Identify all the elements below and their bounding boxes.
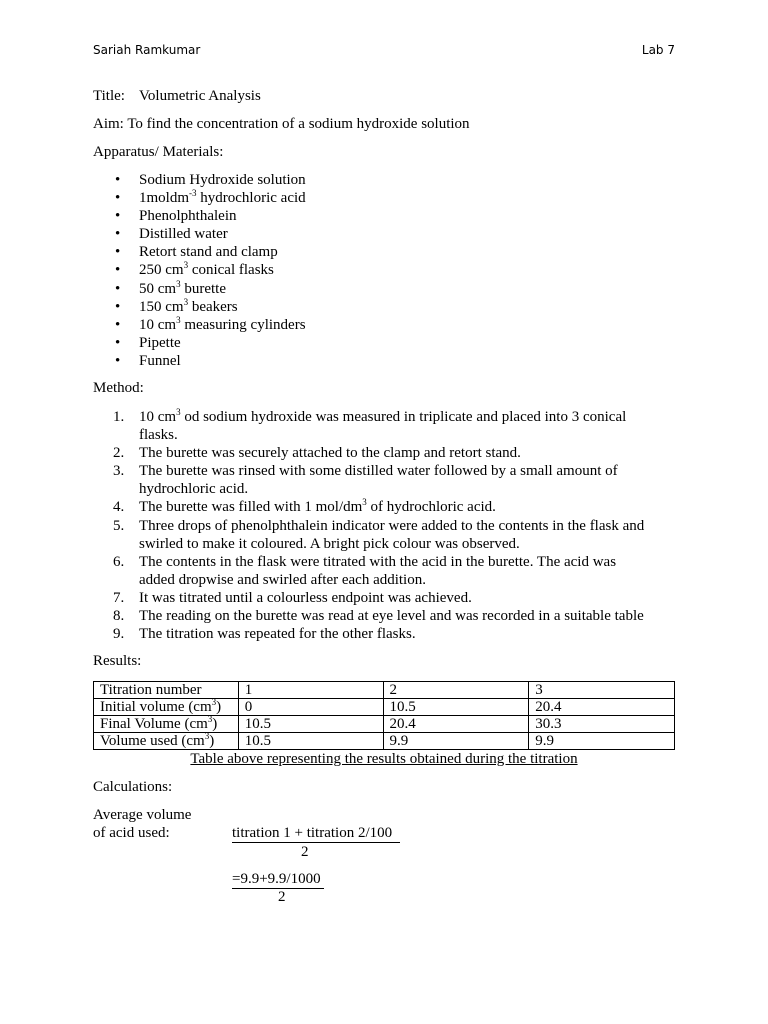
calc-label-line1: Average volume: [93, 807, 192, 823]
list-item: 7. It was titrated until a colourless endpoint was achieved.: [113, 589, 472, 606]
list-item: • Retort stand and clamp: [93, 244, 306, 262]
table-cell: 10.5: [383, 699, 529, 716]
list-item: • Phenolphthalein: [93, 208, 306, 226]
list-item: • 250 $cm^3$ conical flasks: [93, 262, 306, 280]
list-item: • Pipette: [93, 335, 306, 353]
list-item: • 1moldm$^{-3}$ hydrochloric acid: [93, 190, 306, 208]
list-item: 2. The burette was securely attached to the clamp and retort stand.: [113, 445, 521, 462]
table-row: [94, 733, 675, 750]
table-cell: 3: [529, 682, 675, 699]
eq2-denominator: 2: [278, 889, 286, 905]
results-table: [93, 681, 675, 750]
method-heading: Method:: [93, 380, 144, 396]
results-heading: Results:: [93, 653, 142, 669]
calc-label-line2: of acid used:: [93, 825, 170, 841]
list-item: • Sodium Hydroxide solution: [93, 172, 306, 190]
list-item: 6. The contents in the flask were titrated with the acid in the burette. The acid was added dropwise and swirled after each addition.: [113, 553, 617, 588]
list-item: • 50 $cm^3$ burette: [93, 281, 306, 299]
page-title: Volumetric Analysis: [139, 88, 261, 104]
table-caption: Table above representing the results obtained during the titration: [190, 751, 578, 767]
apparatus-heading: Apparatus/ Materials:: [93, 144, 224, 160]
eq1-numerator: titration 1 + titration 2/100: [232, 825, 393, 841]
table-cell: 20.4: [529, 699, 675, 716]
table-cell: 9.9: [529, 733, 675, 750]
header-lab: Lab 7: [641, 43, 675, 57]
table-cell: Volume used $(cm^3)$: [94, 733, 239, 750]
title-label: Title:: [93, 88, 125, 104]
list-item: • 10 $cm^3$ measuring cylinders: [93, 317, 306, 335]
list-item: 1. 10 $cm^3$ od sodium hydroxide was measured in triplicate and placed into 3 conical flasks.: [113, 407, 627, 444]
list-item: • Funnel: [93, 353, 306, 371]
list-item: 4. The burette was filled with 1 mol/$dm^3$ of hydrochloric acid.: [113, 497, 496, 516]
materials-list: [93, 172, 306, 371]
eq1-denominator: 2: [301, 844, 309, 860]
list-item: 8. The reading on the burette was read at eye level and was recorded in a suitable table: [113, 608, 644, 625]
table-cell: 2: [383, 682, 529, 699]
table-row: [94, 699, 675, 716]
table-cell: 10.5: [238, 716, 383, 733]
table-cell: 10.5: [238, 733, 383, 750]
list-item: 9. The titration was repeated for the other flasks.: [113, 626, 416, 643]
table-cell: 0: [238, 699, 383, 716]
eq2-numerator: =9.9+9.9/1000: [232, 871, 321, 887]
table-cell: Final Volume $(cm^3)$: [94, 716, 239, 733]
list-item: 5. Three drops of phenolphthalein indicator were added to the contents in the flask and swirled to make it coloured. A bright pick colour was observed.: [113, 517, 645, 552]
table-cell: Titration number: [94, 682, 239, 699]
eq1-fraction-bar: [232, 842, 400, 843]
table-cell: Initial volume $(cm^3)$: [94, 699, 239, 716]
table-row: [94, 716, 675, 733]
list-item: 3. The burette was rinsed with some distilled water followed by a small amount of hydrochloric acid.: [113, 463, 618, 498]
method-list: [93, 408, 653, 643]
calculations-heading: Calculations:: [93, 779, 173, 795]
aim-text: Aim: To find the concentration of a sodium hydroxide solution: [93, 116, 470, 132]
table-row: [94, 682, 675, 699]
table-cell: 20.4: [383, 716, 529, 733]
header-author: Sariah Ramkumar: [93, 43, 201, 57]
table-cell: 9.9: [383, 733, 529, 750]
table-cell: 1: [238, 682, 383, 699]
table-cell: 30.3: [529, 716, 675, 733]
list-item: • 150 $cm^3$ beakers: [93, 299, 306, 317]
list-item: • Distilled water: [93, 226, 306, 244]
